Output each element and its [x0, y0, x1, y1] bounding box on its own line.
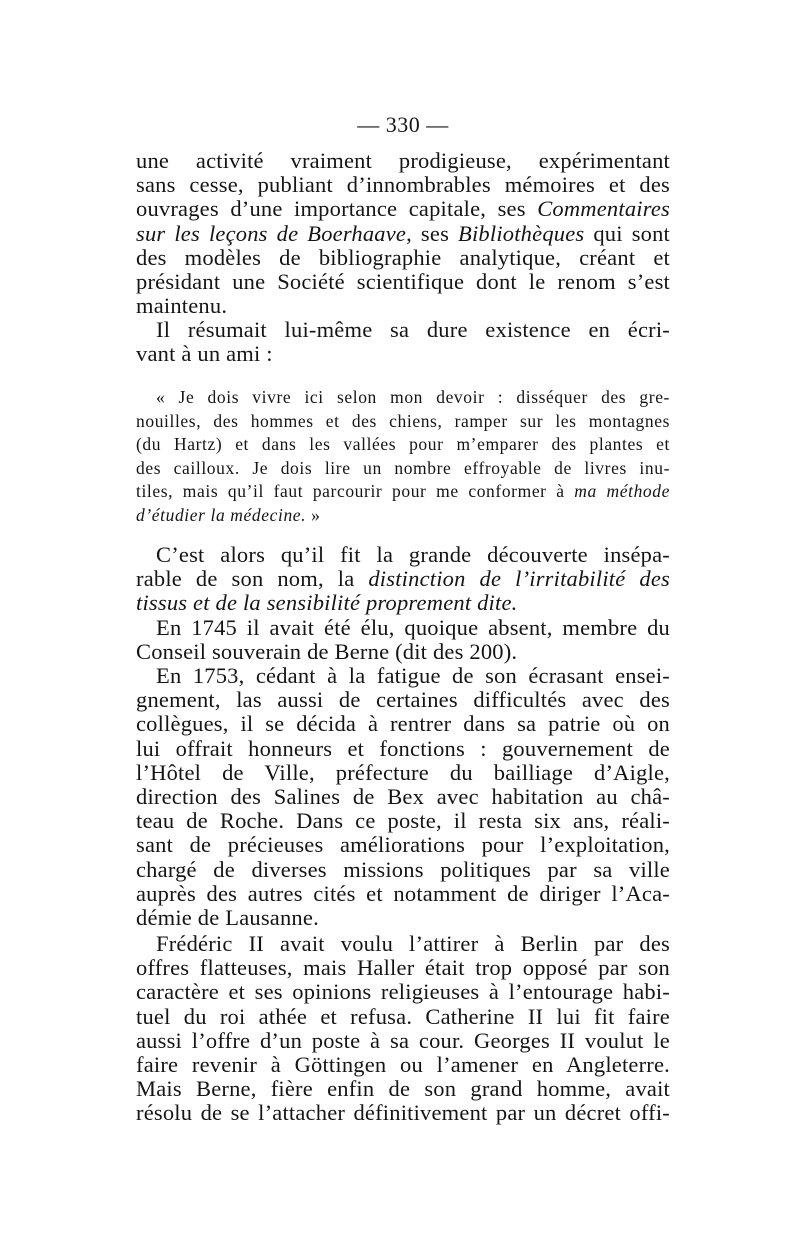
- quote-line: « Je dois vivre ici selon mon devoir : disséquer des gre-: [156, 387, 670, 407]
- italic-title-bibliotheques: Bibliothèques: [458, 220, 585, 246]
- text-line: [136, 197, 670, 221]
- text-line: sans cesse, publiant d’innombrables mémoires et des: [136, 172, 670, 198]
- text-line: l’Hôtel de Ville, préfecture du bailliage d’Aigle,: [136, 759, 670, 785]
- paragraph-summary: [136, 318, 670, 366]
- text-line: aussi l’offre d’un poste à sa cour. Georges II voulut le: [136, 1027, 670, 1053]
- text-line: offres flatteuses, mais Haller était trop opposé par son: [136, 955, 670, 981]
- text-line: En 1745 il avait été élu, quoique absent, membre du: [156, 615, 670, 640]
- text-line: collègues, il se décida à rentrer dans sa patrie où on: [136, 711, 670, 737]
- text-line: caractère et ses opinions religieuses à l’entourage habi-: [136, 979, 670, 1005]
- italic-title-boerhaave: sur les leçons de Boerhaave: [136, 220, 407, 246]
- book-page: [136, 0, 670, 1257]
- text-line: faire revenir à Göttingen ou l’amener en Angleterre.: [136, 1052, 670, 1078]
- text-line: Conseil souverain de Berne (dit des 200).: [136, 639, 518, 665]
- text-line: présidant une Société scientifique dont le renom s’est: [136, 269, 670, 295]
- paragraph-offers: [136, 932, 670, 1126]
- page-number: — 330 —: [357, 112, 449, 137]
- paragraph-discovery: [136, 543, 670, 616]
- text-line: vant à un ami :: [136, 341, 273, 367]
- text-run: qui sont: [584, 220, 671, 246]
- text-run: »: [306, 504, 321, 525]
- text-run: , ses: [406, 220, 459, 246]
- italic-phrase: ma méthode: [574, 481, 670, 501]
- text-line: résolu de se l’attacher définitivement par un décret offi-: [136, 1100, 670, 1126]
- text-line: tuel du roi athée et refusa. Catherine II lui fit faire: [136, 1003, 670, 1029]
- text-line: maintenu.: [136, 293, 228, 319]
- text-line: teau de Roche. Dans ce poste, il resta six ans, réali-: [136, 808, 670, 834]
- text-line: [136, 567, 670, 591]
- text-line: une activité vraiment prodigieuse, expérimentant: [136, 148, 670, 173]
- text-line: Il résumait lui-même sa dure existence en écri-: [156, 317, 670, 342]
- quotation-block: [136, 386, 670, 527]
- text-line: démie de Lausanne.: [136, 905, 319, 931]
- text-line: lui offrait honneurs et fonctions : gouvernement de: [136, 735, 670, 761]
- text-line: sant de précieuses améliorations pour l’exploitation,: [136, 832, 670, 858]
- text-line: En 1753, cédant à la fatigue de son écrasant ensei-: [156, 663, 670, 688]
- italic-phrase: distinction de l’irritabilité des: [368, 566, 670, 592]
- text-line: direction des Salines de Bex avec habitation au châ-: [136, 784, 670, 810]
- text-line: chargé de diverses missions politiques par sa ville: [136, 856, 670, 882]
- text-line: tissus et de la sensibilité proprement dite.: [136, 590, 518, 616]
- italic-title-commentaires: Commentaires: [537, 196, 670, 222]
- quote-line: [136, 480, 670, 504]
- text-line: C’est alors qu’il fit la grande découverte insépa-: [156, 542, 670, 567]
- text-line: des modèles de bibliographie analytique, créant et: [136, 244, 670, 270]
- text-run: tiles, mais qu’il faut parcourir pour me conformer à: [136, 481, 575, 501]
- paragraph-activity: [136, 149, 670, 318]
- text-line: gnement, las aussi de certaines difficultés avec des: [136, 687, 670, 713]
- quote-line: (du Hartz) et dans les vallées pour m’emparer des plantes et: [136, 434, 670, 454]
- text-run: ouvrages d’une importance capitale, ses: [136, 196, 538, 222]
- text-line: Frédéric II avait voulu l’attirer à Berlin par des: [156, 931, 670, 956]
- text-line: [136, 222, 670, 246]
- quote-line: des cailloux. Je dois lire un nombre effroyable de livres inu-: [136, 457, 670, 478]
- paragraph-council: [136, 616, 670, 664]
- text-line: Mais Berne, fière enfin de son grand homme, avait: [136, 1076, 670, 1102]
- italic-phrase: d’étudier la médecine.: [136, 504, 307, 525]
- quote-line: nouilles, des hommes et des chiens, ramper sur les montagnes: [136, 410, 670, 431]
- quote-line: [136, 504, 670, 528]
- text-run: rable de son nom, la: [136, 566, 369, 592]
- text-line: auprès des autres cités et notamment de diriger l’Aca-: [136, 880, 670, 906]
- paragraph-return: [136, 664, 670, 930]
